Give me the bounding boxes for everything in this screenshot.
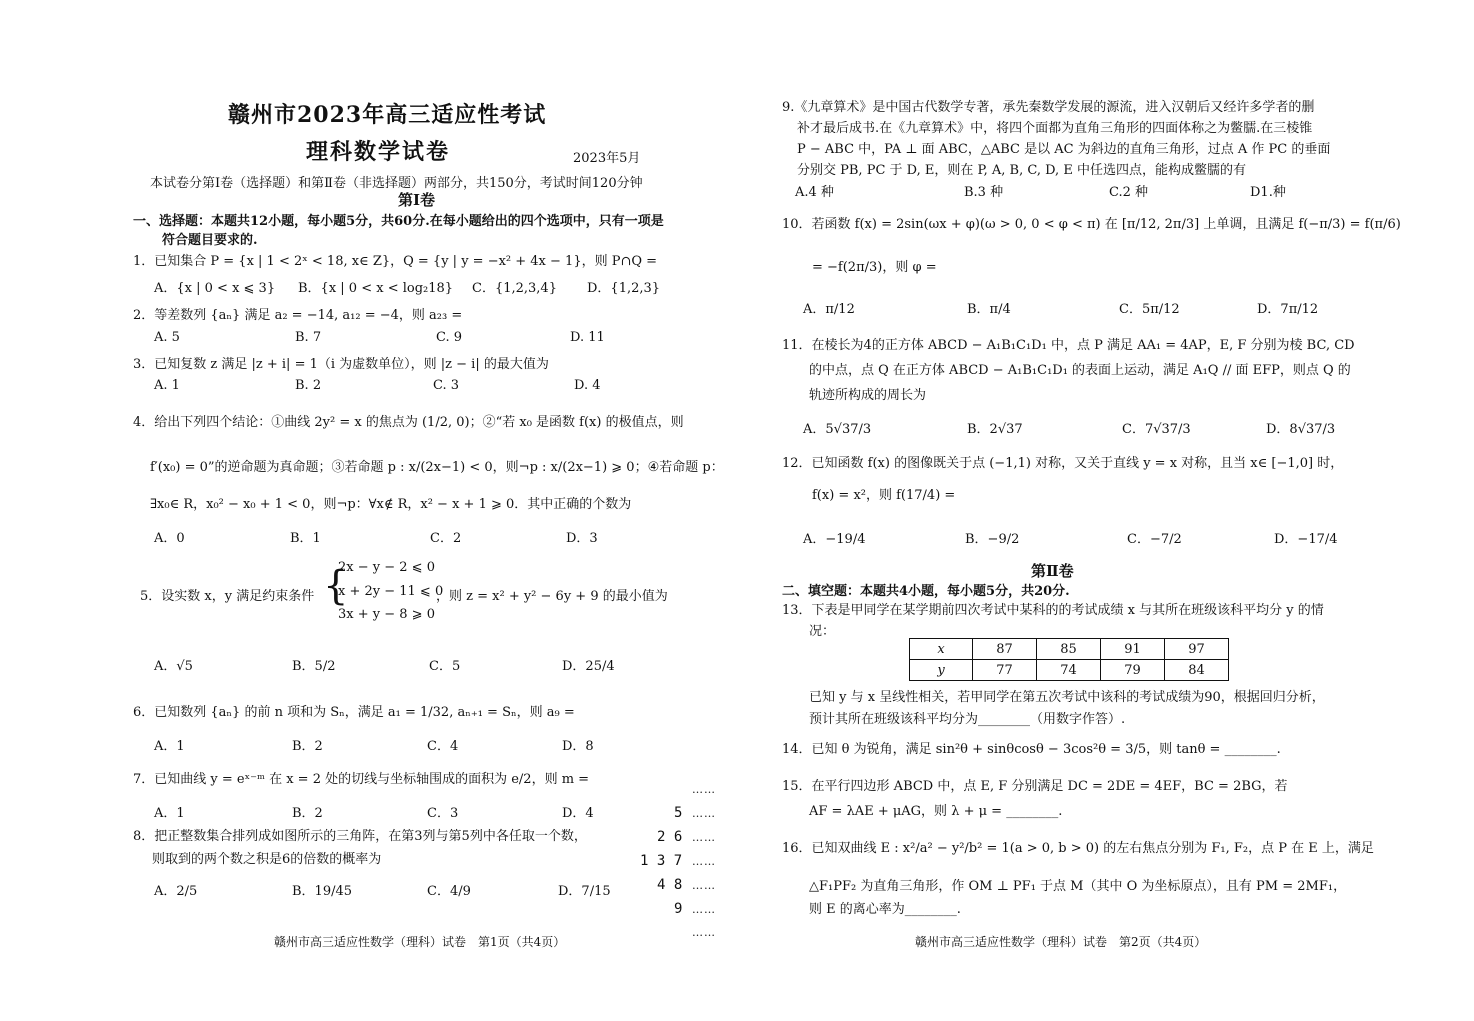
q10-option-c: C．5π/12 xyxy=(1119,302,1180,317)
q5-constraint-2: x + 2y − 11 ⩽ 0 xyxy=(338,584,444,599)
question-5-rest: ，则 z = x² + y² − 6y + 9 的最小值为 xyxy=(436,589,668,604)
q6-option-d: D．8 xyxy=(562,739,594,754)
q1-option-d: D．{1,2,3} xyxy=(587,281,661,296)
question-4-line-3: ∃x₀∈ R，x₀² − x₀ + 1 < 0，则¬p：∀x∉ R，x² − x + 1 ⩾ 0．其中正确的个数为 xyxy=(150,497,632,512)
q11-option-a: A．5√37/3 xyxy=(803,422,872,437)
table-cell: 77 xyxy=(973,660,1037,681)
triangle-dots: …… xyxy=(692,783,716,796)
question-14: 14．已知 θ 为锐角，满足 sin²θ + sinθcosθ − 3cos²θ = 3/5，则 tanθ = ________. xyxy=(782,742,1281,757)
question-9-line-4: 分别交 PB, PC 于 D, E，则在 P, A, B, C, D, E 中任选四点，能构成鳖臑的有 xyxy=(797,163,1246,178)
q6-option-a: A．1 xyxy=(154,739,185,754)
question-15-line-2: AF = λAE + μAG，则 λ + μ = ________. xyxy=(809,804,1063,819)
brace: { xyxy=(323,563,349,609)
question-8: 8．把正整数集合排列成如图所示的三角阵，在第3列与第5列中各任取一个数， xyxy=(133,829,587,844)
q1-option-c: C．{1,2,3,4} xyxy=(472,281,557,296)
question-8-line-2: 则取到的两个数之积是6的倍数的概率为 xyxy=(152,852,382,867)
q4-option-a: A．0 xyxy=(154,531,185,546)
page-2-footer: 赣州市高三适应性数学（理科）试卷 第2页（共4页） xyxy=(915,935,1207,949)
question-13: 13．下表是甲同学在某学期前四次考试中某科的的考试成绩 x 与其所在班级该科平均分 y 的情 xyxy=(782,603,1324,618)
question-16: 16．已知双曲线 E : x²/a² − y²/b² = 1(a > 0, b > 0) 的左右焦点分别为 F₁, F₂，点 P 在 E 上，满足 xyxy=(782,841,1374,856)
q9-option-c: C.2 种 xyxy=(1109,185,1149,200)
page-1-footer: 赣州市高三适应性数学（理科）试卷 第1页（共4页） xyxy=(274,935,566,949)
q4-option-b: B．1 xyxy=(290,531,321,546)
q10-option-a: A．π/12 xyxy=(803,302,855,317)
part-1-heading: 第Ⅰ卷 xyxy=(398,191,436,209)
table-cell: 87 xyxy=(973,639,1037,660)
triangle-row-3: 1 3 7 xyxy=(640,853,683,869)
q9-option-b: B.3 种 xyxy=(964,185,1004,200)
q6-option-c: C．4 xyxy=(427,739,459,754)
exam-intro: 本试卷分第Ⅰ卷（选择题）和第Ⅱ卷（非选择题）两部分，共150分，考试时间120分钟 xyxy=(150,176,643,191)
q5-option-c: C．5 xyxy=(429,659,461,674)
table-row xyxy=(910,639,1229,660)
q3-option-d: D. 4 xyxy=(574,378,601,393)
triangle-dots: …… xyxy=(692,879,716,892)
question-11-line-3: 轨迹所构成的周长为 xyxy=(809,388,927,403)
question-3: 3．已知复数 z 满足 |z + i| = 1（i 为虚数单位），则 |z − i| 的最大值为 xyxy=(133,357,549,372)
exam-title: 赣州市2023年高三适应性考试 xyxy=(228,102,547,128)
q12-option-c: C．−7/2 xyxy=(1127,532,1182,547)
q8-option-c: C．4/9 xyxy=(427,884,471,899)
score-table xyxy=(909,638,1229,681)
triangle-row-2: 2 6 xyxy=(657,829,683,845)
q2-option-a: A. 5 xyxy=(154,330,180,345)
question-16-line-2: △F₁PF₂ 为直角三角形，作 OM ⊥ PF₁ 于点 M（其中 O 为坐标原点），且有 PM = 2MF₁， xyxy=(809,879,1347,894)
question-11: 11．在棱长为4的正方体 ABCD − A₁B₁C₁D₁ 中，点 P 满足 AA₁ = 4AP，E, F 分别为棱 BC, CD xyxy=(782,338,1355,353)
q1-option-b: B．{x | 0 < x < log₂18} xyxy=(298,281,454,296)
q11-option-b: B．2√37 xyxy=(967,422,1023,437)
question-10-line-2: = −f(2π/3)，则 φ = xyxy=(812,260,937,275)
q4-option-c: C．2 xyxy=(430,531,462,546)
triangle-dots: …… xyxy=(692,831,716,844)
q8-option-d: D．7/15 xyxy=(558,884,611,899)
q5-option-d: D．25/4 xyxy=(562,659,615,674)
section-1-instructions-2: 符合题目要求的. xyxy=(162,233,258,248)
q7-option-a: A．1 xyxy=(154,806,185,821)
q2-option-d: D. 11 xyxy=(570,330,605,345)
triangle-row-4: 4 8 xyxy=(657,877,683,893)
q10-option-d: D．7π/12 xyxy=(1257,302,1319,317)
table-cell: 84 xyxy=(1165,660,1229,681)
section-1-instructions: 一、选择题：本题共12小题，每小题5分，共60分.在每小题给出的四个选项中，只有一项是 xyxy=(133,214,664,229)
table-cell: 91 xyxy=(1101,639,1165,660)
table-cell: 85 xyxy=(1037,639,1101,660)
question-13-line-4: 预计其所在班级该科平均分为________（用数字作答）. xyxy=(809,712,1126,727)
q8-option-b: B．19/45 xyxy=(292,884,353,899)
question-15: 15．在平行四边形 ABCD 中，点 E, F 分别满足 DC = 2DE = 4EF，BC = 2BG，若 xyxy=(782,779,1288,794)
q5-option-a: A．√5 xyxy=(154,659,193,674)
question-13-line-3: 已知 y 与 x 呈线性相关，若甲同学在第五次考试中该科的考试成绩为90，根据回归分析， xyxy=(809,690,1325,705)
q11-option-c: C．7√37/3 xyxy=(1122,422,1191,437)
exam-subtitle: 理科数学试卷 xyxy=(306,139,451,165)
question-9-line-3: P − ABC 中，PA ⊥ 面 ABC，△ABC 是以 AC 为斜边的直角三角形，过点 A 作 PC 的垂面 xyxy=(797,142,1331,157)
q7-option-d: D．4 xyxy=(562,806,594,821)
question-10: 10．若函数 f(x) = 2sin(ωx + φ)(ω > 0, 0 < φ < π) 在 [π/12, 2π/3] 上单调，且满足 f(−π/3) = f(π/6) xyxy=(782,217,1401,232)
question-13-line-2: 况： xyxy=(809,624,836,639)
exam-date: 2023年5月 xyxy=(573,151,641,166)
triangle-dots: …… xyxy=(692,855,716,868)
q2-option-c: C. 9 xyxy=(436,330,463,345)
question-11-line-2: 的中点，点 Q 在正方体 ABCD − A₁B₁C₁D₁ 的表面上运动，满足 A₁Q // 面 EFP，则点 Q 的 xyxy=(809,363,1351,378)
question-2: 2．等差数列 {aₙ} 满足 a₂ = −14, a₁₂ = −4，则 a₂₃ = xyxy=(133,308,463,323)
question-4-line-2: f′(x₀) = 0”的逆命题为真命题；③若命题 p : x/(2x−1) < 0，则¬p : x/(2x−1) ⩾ 0；④若命题 p： xyxy=(150,460,724,475)
q12-option-d: D．−17/4 xyxy=(1274,532,1338,547)
q7-option-c: C．3 xyxy=(427,806,459,821)
q3-option-b: B. 2 xyxy=(295,378,322,393)
table-cell: 74 xyxy=(1037,660,1101,681)
table-row xyxy=(910,660,1229,681)
q11-option-d: D．8√37/3 xyxy=(1266,422,1336,437)
q12-option-a: A．−19/4 xyxy=(803,532,866,547)
part-2-heading: 第Ⅱ卷 xyxy=(1031,562,1074,580)
q5-constraint-1: 2x − y − 2 ⩽ 0 xyxy=(338,560,435,575)
question-5: 5．设实数 x，y 满足约束条件 xyxy=(140,589,315,604)
question-9-line-2: 补才最后成书.在《九章算术》中，将四个面都为直角三角形的四面体称之为鳖臑.在三棱锥 xyxy=(797,121,1313,136)
q5-option-b: B．5/2 xyxy=(292,659,336,674)
q8-option-a: A．2/5 xyxy=(154,884,198,899)
section-2-instructions: 二、填空题：本题共4小题，每小题5分，共20分. xyxy=(782,584,1070,599)
q3-option-a: A. 1 xyxy=(154,378,180,393)
triangle-row-1: 5 xyxy=(674,805,683,821)
q9-option-a: A.4 种 xyxy=(795,185,834,200)
triangle-dots: …… xyxy=(692,926,716,939)
question-4: 4．给出下列四个结论：①曲线 2y² = x 的焦点为 (1/2, 0)；②“若 x₀ 是函数 f(x) 的极值点，则 xyxy=(133,415,684,430)
triangle-row-5: 9 xyxy=(674,901,683,917)
q1-option-a: A．{x | 0 < x ⩽ 3} xyxy=(154,281,276,296)
triangle-dots: …… xyxy=(692,807,716,820)
q9-option-d: D1.种 xyxy=(1250,185,1286,200)
table-cell: 97 xyxy=(1165,639,1229,660)
question-9: 9.《九章算术》是中国古代数学专著，承先秦数学发展的源流，进入汉朝后又经许多学者的删 xyxy=(782,100,1315,115)
question-7: 7．已知曲线 y = eˣ⁻ᵐ 在 x = 2 处的切线与坐标轴围成的面积为 e/2，则 m = xyxy=(133,772,590,787)
q5-constraint-3: 3x + y − 8 ⩾ 0 xyxy=(338,607,435,622)
table-cell: 79 xyxy=(1101,660,1165,681)
question-12-line-2: f(x) = x²，则 f(17/4) = xyxy=(812,488,956,503)
question-6: 6．已知数列 {aₙ} 的前 n 项和为 Sₙ，满足 a₁ = 1/32, aₙ₊₁ = Sₙ，则 a₉ = xyxy=(133,705,575,720)
q10-option-b: B．π/4 xyxy=(967,302,1011,317)
triangle-dots: …… xyxy=(692,903,716,916)
q2-option-b: B. 7 xyxy=(295,330,322,345)
table-x-label: x xyxy=(910,639,973,660)
question-12: 12．已知函数 f(x) 的图像既关于点 (−1,1) 对称，又关于直线 y = x 对称，且当 x∈ [−1,0] 时， xyxy=(782,456,1344,471)
q6-option-b: B．2 xyxy=(292,739,323,754)
q7-option-b: B．2 xyxy=(292,806,323,821)
table-y-label: y xyxy=(910,660,973,681)
question-1: 1．已知集合 P = {x | 1 < 2ˣ < 18, x∈ Z}，Q = {y | y = −x² + 4x − 1}，则 P∩Q = xyxy=(133,254,658,269)
q12-option-b: B．−9/2 xyxy=(965,532,1020,547)
question-16-line-3: 则 E 的离心率为________. xyxy=(809,902,961,917)
q3-option-c: C. 3 xyxy=(433,378,460,393)
q4-option-d: D．3 xyxy=(566,531,598,546)
